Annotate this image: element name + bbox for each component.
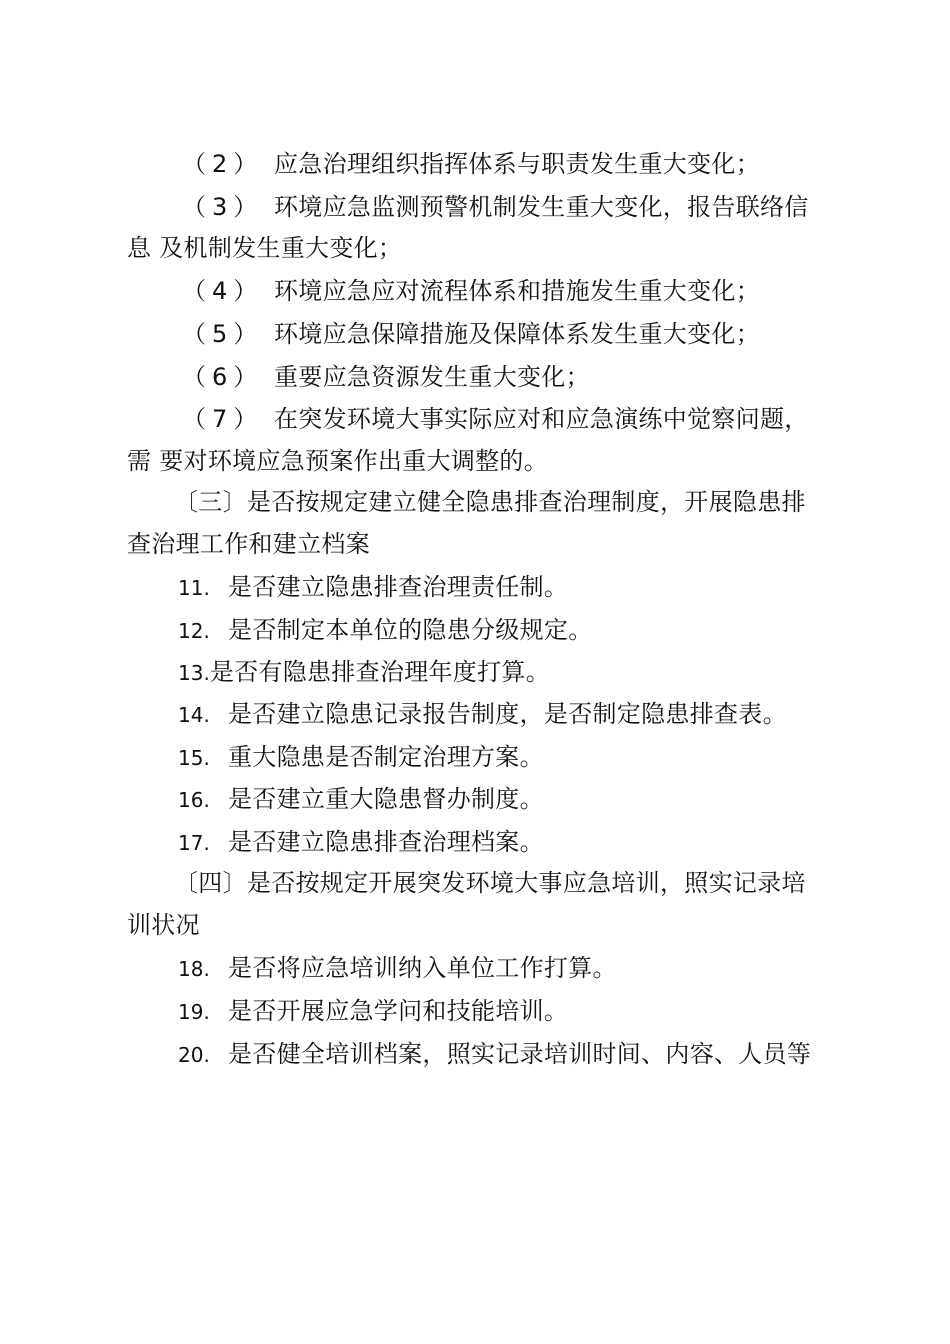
item-label: （4） (182, 277, 264, 305)
paren-item-5 (182, 318, 760, 350)
item-number: 17. (178, 831, 210, 855)
paren-item-3-continuation: 息 及机制发生重大变化； (127, 234, 403, 262)
numbered-item-13 (178, 656, 550, 689)
item-label: （5） (182, 320, 264, 348)
section-3-heading-continuation: 查治理工作和建立档案 (127, 530, 370, 558)
numbered-item-17 (178, 826, 544, 859)
paren-item-6 (182, 361, 590, 393)
item-text: 是否开展应急学问和技能培训。 (228, 997, 569, 1025)
item-number: 19. (178, 1000, 210, 1024)
item-label: （3） (182, 193, 264, 221)
item-label: （6） (182, 363, 264, 391)
item-label: （2） (182, 150, 264, 178)
numbered-item-12 (178, 614, 593, 647)
section-4-heading-continuation: 训状况 (127, 911, 200, 939)
paren-item-2 (182, 148, 760, 180)
item-text: 环境应急监测预警机制发生重大变化，报告联络信 (274, 193, 809, 221)
item-number: 18. (178, 957, 210, 981)
item-number: 14. (178, 703, 210, 727)
item-text: 环境应急保障措施及保障体系发生重大变化； (274, 320, 760, 348)
item-text: 是否制定本单位的隐患分级规定。 (228, 616, 593, 644)
numbered-item-20 (178, 1038, 811, 1071)
numbered-item-14 (178, 698, 787, 731)
numbered-item-16 (178, 783, 544, 816)
item-text: 是否建立隐患排查治理档案。 (228, 828, 544, 856)
paren-item-7 (182, 403, 809, 435)
item-text: 是否建立隐患排查治理责任制。 (228, 573, 569, 601)
paren-item-7-continuation: 需 要对环境应急预案作出重大调整的。 (127, 447, 549, 475)
item-text: 是否健全培训档案，照实记录培训时间、内容、人员等 (228, 1040, 812, 1068)
numbered-item-11 (178, 571, 568, 604)
section-4-heading: 〔四〕是否按规定开展突发环境大事应急培训，照实记录培 (174, 869, 806, 897)
item-text: 是否将应急培训纳入单位工作打算。 (228, 954, 617, 982)
item-text: 是否建立重大隐患督办制度。 (228, 785, 544, 813)
item-text: 环境应急应对流程体系和措施发生重大变化； (274, 277, 760, 305)
item-number: 16. (178, 788, 210, 812)
numbered-item-15 (178, 741, 544, 774)
item-label: （7） (182, 405, 264, 433)
item-number: 12. (178, 619, 210, 643)
paren-item-4 (182, 275, 760, 307)
item-number: 11. (178, 576, 210, 600)
item-text: 应急治理组织指挥体系与职责发生重大变化； (274, 150, 760, 178)
section-3-heading: 〔三〕是否按规定建立健全隐患排查治理制度，开展隐患排 (174, 488, 806, 516)
item-number: 13. (178, 661, 210, 685)
item-text: 是否有隐患排查治理年度打算。 (209, 658, 551, 686)
item-text: 是否建立隐患记录报告制度，是否制定隐患排查表。 (228, 700, 787, 728)
item-text: 在突发环境大事实际应对和应急演练中觉察问题， (274, 405, 809, 433)
paren-item-3 (182, 191, 809, 223)
numbered-item-19 (178, 995, 568, 1028)
item-text: 重要应急资源发生重大变化； (274, 363, 590, 391)
item-number: 15. (178, 746, 210, 770)
item-text: 重大隐患是否制定治理方案。 (228, 743, 544, 771)
item-number: 20. (178, 1043, 210, 1067)
numbered-item-18 (178, 952, 617, 985)
